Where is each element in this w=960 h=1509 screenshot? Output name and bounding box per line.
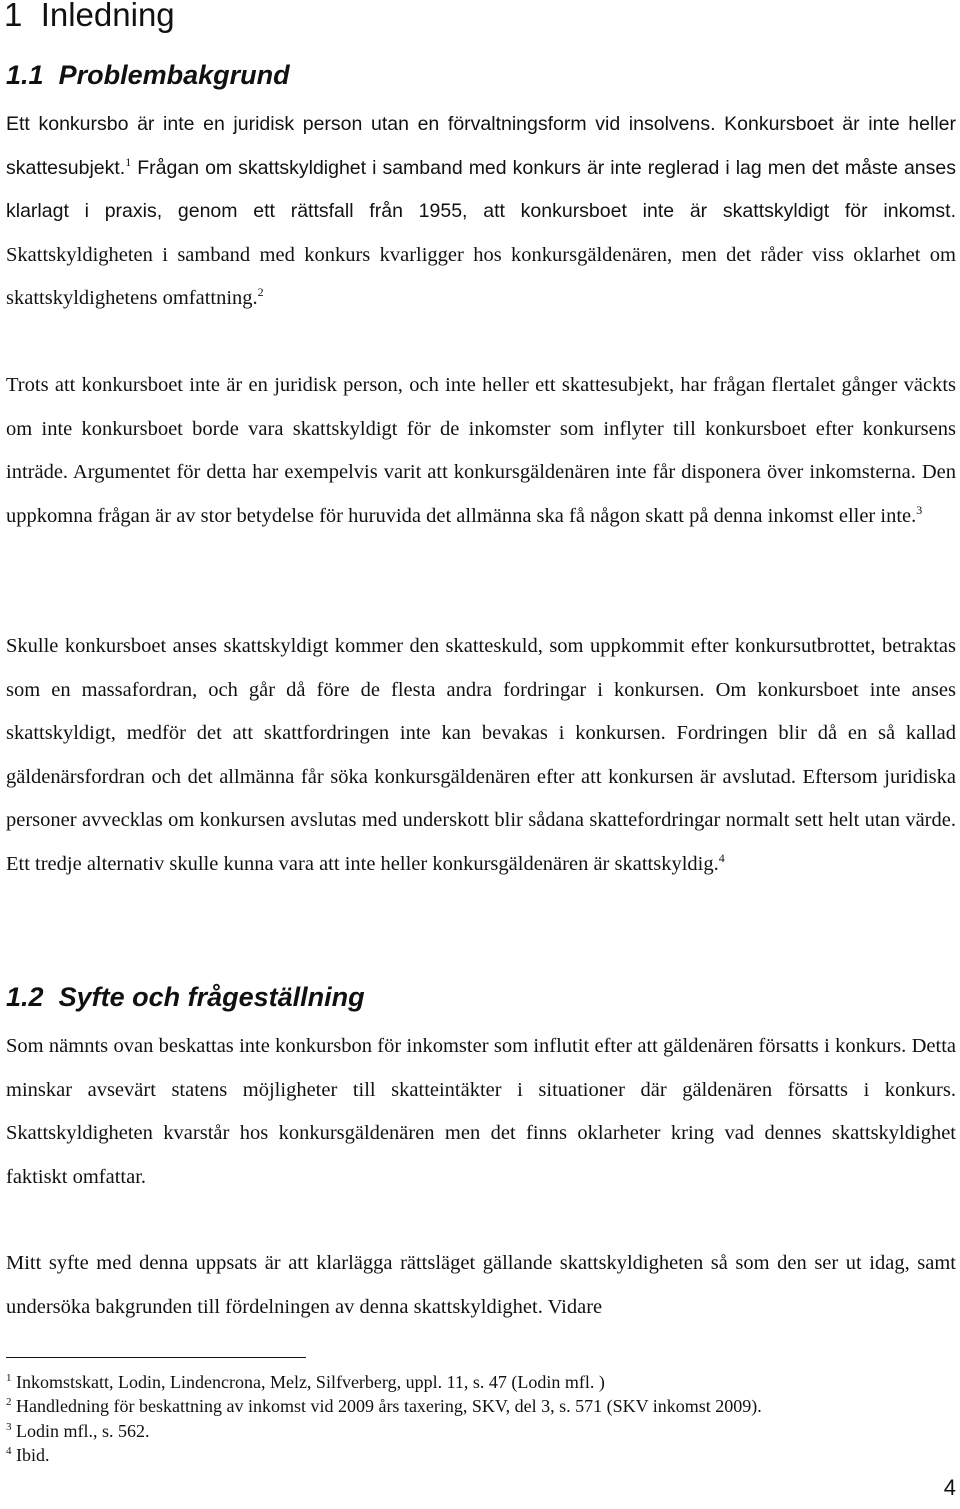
footnote-item xyxy=(6,1419,956,1443)
footnote-number: 2 xyxy=(6,1396,12,1409)
paragraph-problem-2 xyxy=(6,364,956,538)
footnote-text: Ibid. xyxy=(16,1444,50,1465)
chapter-heading xyxy=(4,0,175,36)
footnote-text: Inkomstskatt, Lodin, Lindencrona, Melz, Silfverberg, uppl. 11, s. 47 (Lodin mfl. ) xyxy=(16,1372,605,1392)
footnote-text: Handledning för beskattning av inkomst vid 2009 års taxering, SKV, del 3, s. 571 (SKV inkomst 2009). xyxy=(16,1396,762,1417)
paragraph-text: Skattskyldigheten i samband med konkurs kvarligger hos konkursgäldenären, men det råder viss oklarhet om skattskyldighetens omfattning. xyxy=(6,243,956,310)
footnote-ref[interactable]: 4 xyxy=(718,851,725,866)
chapter-title: Inledning xyxy=(40,0,175,33)
section-heading-1-2 xyxy=(6,980,365,1014)
section-title: Problembakgrund xyxy=(58,60,290,90)
footnote-item xyxy=(6,1394,956,1418)
paragraph-purpose-2: Mitt syfte med denna uppsats är att klarlägga rättsläget gällande skattskyldigheten så som den ser ut idag, samt undersöka bakgrunden till fördelningen av denna skattskyldighet. Vidare xyxy=(6,1252,956,1318)
paragraph-text: Frågan om skattskyldighet i samband med konkurs är inte reglerad i lag men det måste anses klarlagt i praxis, genom ett rättsfall från 1955, att konkursboet inte är skattskyldigt för inkomst. xyxy=(6,156,956,223)
page-number: 4 xyxy=(943,1475,956,1500)
section-number: 1.2 xyxy=(6,982,44,1012)
footnote-ref[interactable]: 1 xyxy=(125,154,132,169)
footnote-ref[interactable]: 2 xyxy=(257,285,264,300)
footnote-number: 3 xyxy=(6,1420,12,1433)
paragraph-problem-3 xyxy=(6,625,956,887)
footnotes xyxy=(6,1370,956,1467)
chapter-number: 1 xyxy=(4,0,23,33)
footnote-text: Lodin mfl., s. 562. xyxy=(16,1420,150,1441)
footnote-number: 4 xyxy=(6,1444,12,1457)
paragraph-text: Ett konkursbo är inte en juridisk person utan en förvaltningsform vid insolvens. Konkursboet är inte heller skattesubjekt. xyxy=(6,113,956,179)
footnote-item xyxy=(6,1370,956,1394)
footnote-ref[interactable]: 3 xyxy=(916,502,923,517)
paragraph-text: Trots att konkursboet inte är en juridisk person, och inte heller ett skattesubjekt, har frågan flertalet gånger väckts om inte konkursboet borde vara skattskyldigt för de inkomster som inflyter till konkursboet efter konkursens inträde. Argumentet för detta har exempelvis varit att konkursgäldenären inte får disponera över inkomsterna. Den uppkomna frågan är av stor betydelse för huruvida det allmänna ska få någon skatt på denna inkomst eller inte. xyxy=(6,374,956,527)
paragraph-purpose-1: Som nämnts ovan beskattas inte konkursbon för inkomster som influtit efter att gäldenären försatts i konkurs. Detta minskar avsevärt statens möjligheter till skatteintäkter i situationer där gäldenären försatts i konkurs. Skattskyldigheten kvarstår hos konkursgäldenären men det finns oklarheter kring vad dennes skattskyldighet faktiskt omfattar. xyxy=(6,1035,956,1188)
paragraph-text: Skulle konkursboet anses skattskyldigt kommer den skatteskuld, som uppkommit efter konkursutbrottet, betraktas som en massafordran, och går då före de flesta andra fordringar i konkursen. Om konkursboet inte anses skattskyldigt, medför det att skattfordringen inte kan bevakas i konkursen. Fordringen blir då en så kallad gäldenärsfordran och det allmänna får söka konkursgäldenären efter att konkursen är avslutad. Eftersom juridiska personer avvecklas om konkursen avslutas med underskott blir sådana skattefordringar normalt sett helt utan värde. Ett tredje alternativ skulle kunna vara att inte heller konkursgäldenären är skattskyldig. xyxy=(6,635,956,875)
paragraph-problem-1 xyxy=(6,103,956,321)
footnote-item xyxy=(6,1443,956,1467)
footnote-separator xyxy=(6,1357,306,1358)
footnote-number: 1 xyxy=(6,1372,12,1384)
section-number: 1.1 xyxy=(6,60,44,90)
section-heading-1-1 xyxy=(6,58,290,92)
section-title: Syfte och frågeställning xyxy=(58,982,365,1012)
